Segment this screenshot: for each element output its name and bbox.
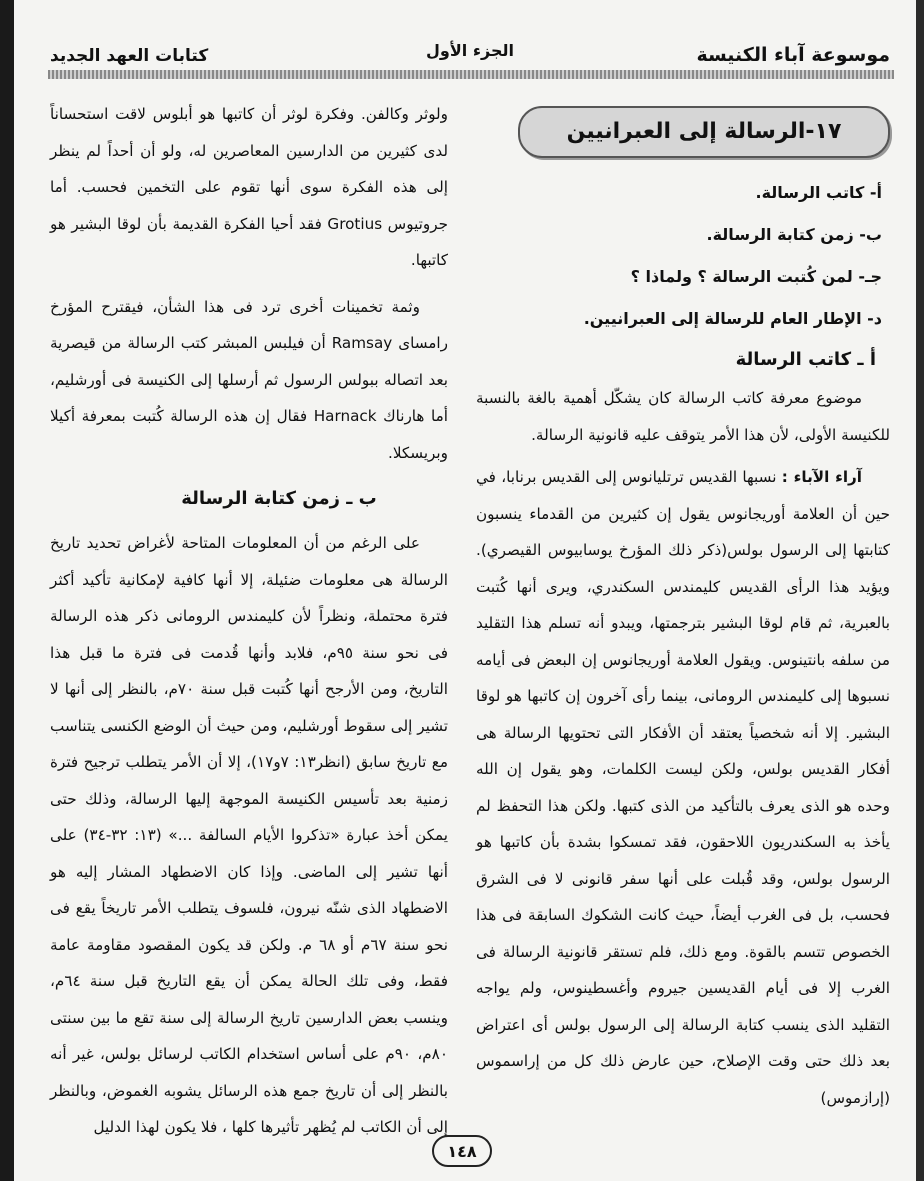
paragraph-luther: ولوثر وكالفن. وفكرة لوثر أن كاتبها هو أبلوس لاقت استحساناً لدى كثيرين من الدارسين المعاصرين له، ولو أن أحداً لم ينظر إلى هذه الفكرة سوى أنها تقوم على التخمين فحسب. أما جروتيوس Grotius فقد أحيا الفكرة القديمة بأن لوقا البشير هو كاتبها. xyxy=(50,105,448,269)
scan-edge-right xyxy=(916,0,924,1181)
chapter-title: ١٧-الرسالة إلى العبرانيين xyxy=(518,106,890,158)
header-volume: الجزء الأول xyxy=(426,41,514,60)
fathers-text: نسبها القديس ترتليانوس إلى القديس برنابا، في حين أن العلامة أوريجانوس يقول إن كثيرين من القدماء ينسبون كتابتها إلى الرسول بولس(ذكر ذلك المؤرخ يوسابيوس القيصري). ويؤيد هذا الرأى القديس كليمندس السكندري، ويرى أنها كُتبت بالعبرية، ثم قام لوقا البشير بترجمتها، ويبدو أنه تسلم هذا التقليد من سلفه بانتينوس. ويقول العلامة أوريجانوس إن البعض فى أيامه نسبوها إلى كليمندس الرومانى، بينما رأى آخرون إن كاتبها هو لوقا البشير. إلا أنه شخصياً يعتقد أن الأفكار التى تحتويها الرسالة هى أفكار القديس بولس، ولكن ليست الكلمات، وهو يقول إن الله وحده هو الذى يعرف بالتأكيد من الذى كتبها. ولكن هذا التحفظ لم يأخذ به السكندريون اللاحقون، فقد تمسكوا بشدة بأن كاتبها هو الرسول بولس، وقد قُبلت على أنها سفر قانونى لا فى الشرق فحسب، بل فى الغرب أيضاً، حيث كانت الشكوك السابقة فى هذا الخصوص تتسم بالقوة. ومع ذلك، فلم تستقر قانونية الرسالة فى الغرب إلا فى أيام القديسين جيروم وأغسطينوس، ولم يواجه التقليد الذى ينسب كتابة الرسالة إلى الرسول بولس أى اعتراض بعد ذلك حتى وقت الإصلاح، حين عارض ذلك كل من إراسموس (إرازموس) xyxy=(476,468,890,1107)
page-number: ١٤٨ xyxy=(432,1135,492,1167)
outline-item: د- الإطار العام للرسالة إلى العبرانيين. xyxy=(583,309,882,328)
outline-item: أ- كاتب الرسالة. xyxy=(755,183,882,202)
outline-item: ب- زمن كتابة الرسالة. xyxy=(706,225,882,244)
left-column xyxy=(50,96,448,1146)
header-rule xyxy=(48,70,894,79)
header-encyclopedia-title: موسوعة آباء الكنيسة xyxy=(696,44,890,66)
fathers-label: آراء الآباء : xyxy=(781,468,862,486)
paragraph-conjectures: وثمة تخمينات أخرى ترد فى هذا الشأن، فيقترح المؤرخ رامساى Ramsay أن فيلبس المبشر كتب الرسالة من قيصرية بعد اتصاله ببولس الرسول ثم أرسلها إلى الكنيسة فى أورشليم، أما هارناك Harnack فقال إن هذه الرسالة كُتبت بمعرفة أكيلا وبريسكلا. xyxy=(50,297,448,462)
section-heading-author: أ ـ كاتب الرسالة xyxy=(735,349,876,370)
intro-paragraph: موضوع معرفة كاتب الرسالة كان يشكّل أهمية بالغة بالنسبة للكنيسة الأولى، لأن هذا الأمر يتوقف عليه قانونية الرسالة. xyxy=(476,389,890,444)
fathers-paragraph xyxy=(476,459,890,1116)
header-section-title: كتابات العهد الجديد xyxy=(50,46,209,66)
scan-edge-left xyxy=(0,0,14,1181)
outline-item: جـ- لمن كُتبت الرسالة ؟ ولماذا ؟ xyxy=(630,267,882,286)
section-heading-date: ب ـ زمن كتابة الرسالة xyxy=(181,488,377,509)
running-header xyxy=(50,30,890,66)
paragraph-date: على الرغم من أن المعلومات المتاحة لأغراض تحديد تاريخ الرسالة هى معلومات ضئيلة، إلا أنها كافية لإمكانية تأكيد أكثر فترة محتملة، ونظراً لأن كليمندس الرومانى ذكر هذه الرسالة فى نحو سنة ٩٥م، فلابد وأنها قُدمت فى فترة ما قبل هذا التاريخ، ومن الأرجح أنها كُتبت قبل سنة ٧٠م، بالنظر إلى أنها لا تشير إلى سقوط أورشليم، ومن حيث أن الوضع الكنسى يتناسب مع تاريخ سابق (انظر١٣: ٧و١٧)، إلا أن الأمر يتطلب ترجيح فترة زمنية بعد تأسيس الكنيسة الموجهة إليها الرسالة، وذلك حتى يمكن أخذ عبارة «تذكروا الأيام السالفة ...» (١٣: ٣٢-٣٤) على أنها تشير إلى الماضى. وإذا كان الاضطهاد المشار إليه هو الاضطهاد الذى شنّه نيرون، فلسوف يتطلب الأمر تاريخاً يقع فى نحو سنة ٦٧م أو ٦٨ م. ولكن قد يكون المقصود مقاومة عامة فقط، وفى تلك الحالة يمكن أن يقع التاريخ قبل سنة ٦٤م، وينسب بعض الدارسين تاريخ الرسالة إلى سنة تقع ما بين سنتى ٨٠م، ٩٠م على أساس استخدام الكاتب لرسائل بولس، غير أنه بالنظر إلى أن تاريخ جمع هذه الرسائل يشوبه الغموض، وبالنظر إلى أن الكاتب لم يُظهر تأثيرها كلها ، فلا يكون لهذا الدليل xyxy=(50,534,449,1136)
right-column xyxy=(476,96,890,1116)
